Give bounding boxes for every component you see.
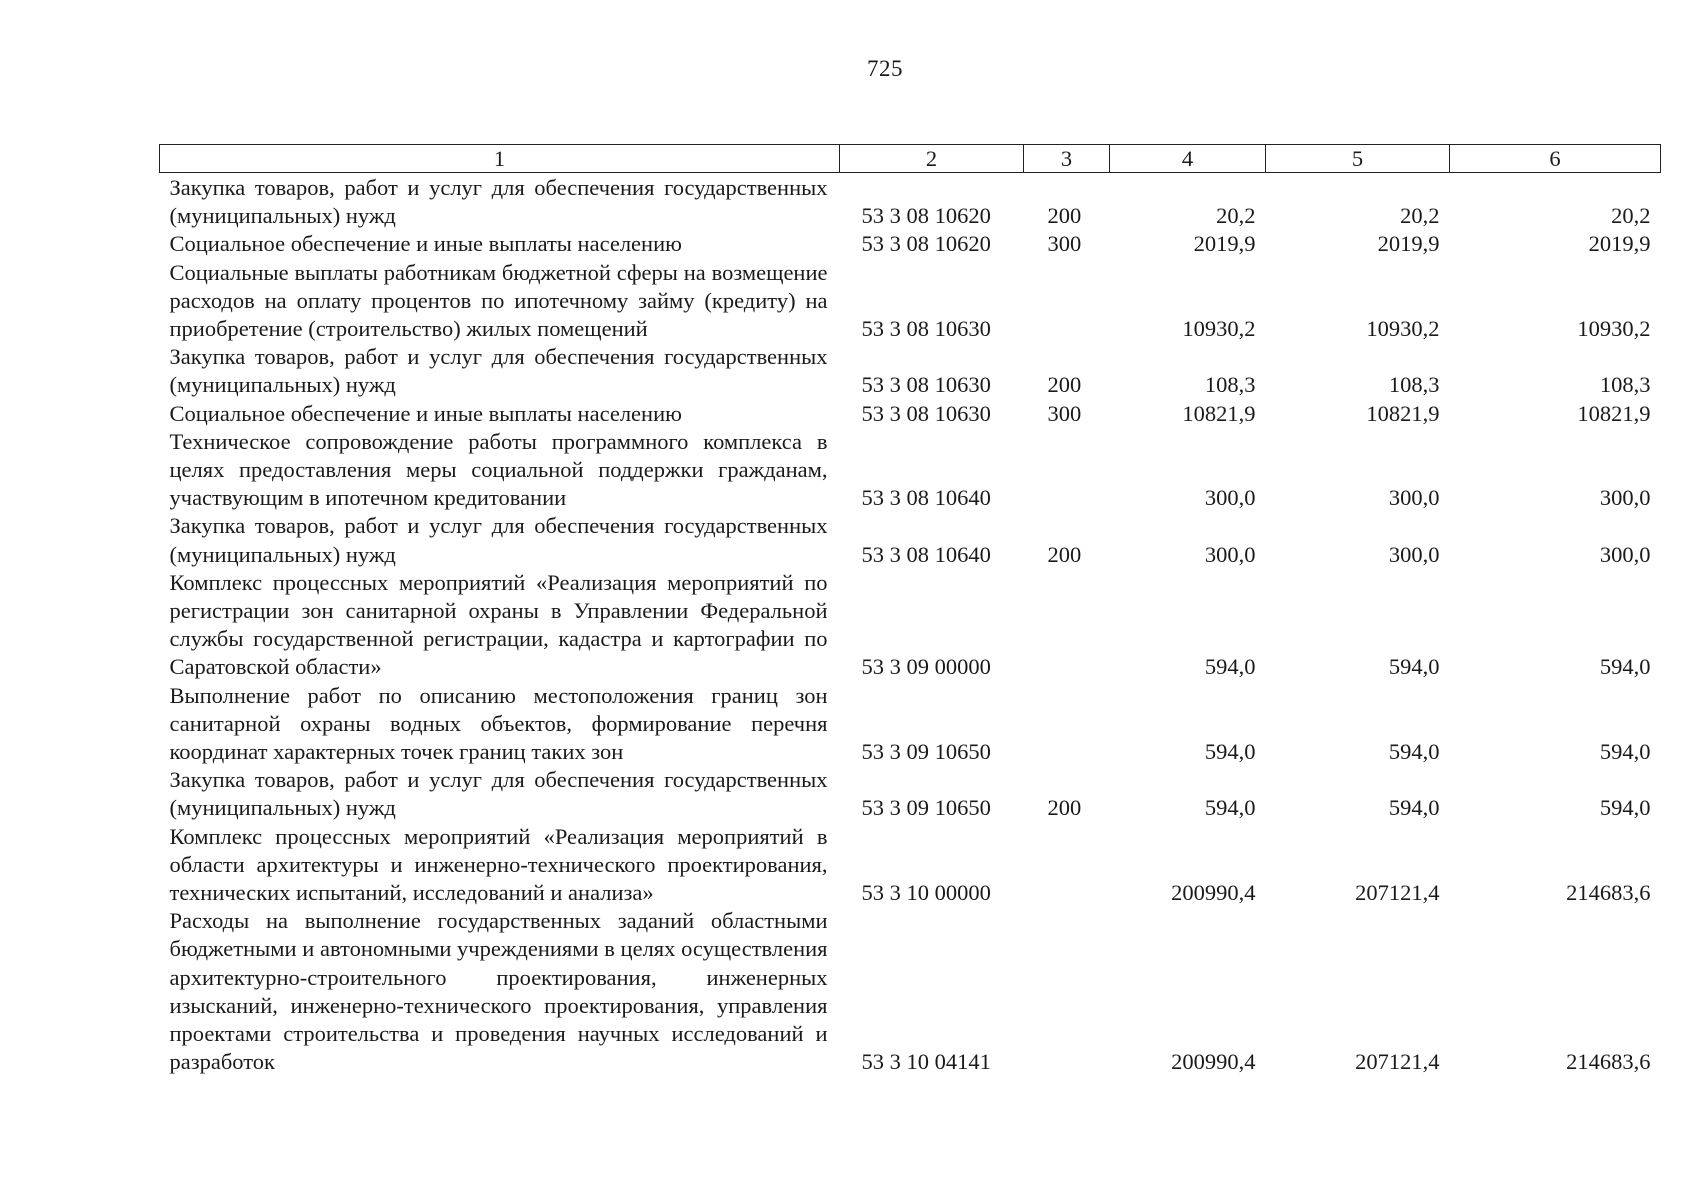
row-value-4: 300,0 (1204, 485, 1256, 511)
column-header-5: 5 (1266, 145, 1450, 173)
row-type (1024, 259, 1110, 344)
row-type (1024, 682, 1110, 767)
row-name: Расходы на выполнение государственных заданий областными бюджетными и автономными учреждениями в целях осуществления архитектурно-строительного проектирования, инженерных изысканий, инженерно-технического проектирования, управления проектами строительства и проведения научных исследований и разработок (169, 908, 828, 1075)
row-code: 53 3 08 10630 (861, 372, 991, 398)
row-name: Социальное обеспечение и иные выплаты населению (169, 400, 682, 426)
page-number: 725 (867, 56, 903, 81)
table-row (160, 907, 1661, 1076)
table-row (160, 259, 1661, 344)
row-value-5: 594,0 (1388, 739, 1440, 765)
column-header-6: 6 (1450, 145, 1661, 173)
row-name: Социальные выплаты работникам бюджетной сферы на возмещение расходов на оплату процентов по ипотечному займу (кредиту) на приобретение (строительство) жилых помещений (169, 259, 828, 342)
row-value-4: 200990,4 (1171, 1049, 1256, 1075)
row-name: Комплекс процессных мероприятий «Реализация мероприятий в области архитектуры и инженерно-технического проектирования, технических испытаний, исследований и анализа» (169, 823, 828, 906)
row-value-5: 10930,2 (1366, 316, 1440, 342)
row-value-6: 2019,9 (1588, 231, 1651, 257)
row-value-5: 300,0 (1388, 485, 1440, 511)
row-value-4: 10930,2 (1182, 316, 1256, 342)
budget-table (159, 144, 1661, 1077)
row-type: 200 (1047, 372, 1082, 398)
row-value-5: 207121,4 (1355, 1049, 1440, 1075)
row-code: 53 3 10 00000 (861, 880, 991, 906)
table-row (160, 569, 1661, 682)
row-value-5: 594,0 (1388, 795, 1440, 821)
column-header-1: 1 (160, 145, 840, 173)
row-name: Социальное обеспечение и иные выплаты населению (169, 231, 682, 257)
table-body (160, 173, 1661, 1077)
row-code: 53 3 09 10650 (861, 739, 991, 765)
row-value-5: 300,0 (1388, 541, 1440, 567)
row-type (1024, 569, 1110, 682)
row-value-4: 594,0 (1204, 795, 1256, 821)
row-value-6: 594,0 (1599, 739, 1651, 765)
row-code: 53 3 10 04141 (861, 1049, 991, 1075)
row-code: 53 3 08 10630 (861, 316, 991, 342)
table-row (160, 682, 1661, 767)
row-value-6: 108,3 (1599, 372, 1651, 398)
row-value-4: 594,0 (1204, 739, 1256, 765)
row-value-6: 10821,9 (1577, 400, 1651, 426)
row-value-6: 594,0 (1599, 654, 1651, 680)
row-name: Закупка товаров, работ и услуг для обеспечения государственных (муниципальных) нужд (169, 513, 828, 567)
row-name: Закупка товаров, работ и услуг для обеспечения государственных (муниципальных) нужд (169, 767, 828, 821)
column-header-2: 2 (840, 145, 1024, 173)
table-row (160, 173, 1661, 231)
header-row (160, 145, 1661, 173)
row-code: 53 3 08 10640 (861, 541, 991, 567)
row-value-6: 300,0 (1599, 541, 1651, 567)
row-type (1024, 428, 1110, 513)
table-row (160, 512, 1661, 568)
table-row (160, 230, 1661, 258)
row-code: 53 3 08 10630 (861, 400, 991, 426)
row-name: Комплекс процессных мероприятий «Реализация мероприятий по регистрации зон санитарной охраны в Управлении Федеральной службы государственной регистрации, кадастра и картографии по Саратовской области» (169, 569, 828, 680)
row-type: 300 (1047, 400, 1082, 426)
row-code: 53 3 09 10650 (861, 795, 991, 821)
row-value-5: 594,0 (1388, 654, 1440, 680)
row-value-4: 20,2 (1216, 203, 1256, 229)
table-row (160, 823, 1661, 908)
row-value-5: 207121,4 (1355, 880, 1440, 906)
row-type: 200 (1047, 795, 1082, 821)
row-value-6: 20,2 (1611, 203, 1651, 229)
row-value-6: 214683,6 (1566, 1049, 1651, 1075)
row-name: Закупка товаров, работ и услуг для обеспечения государственных (муниципальных) нужд (169, 175, 828, 229)
row-value-5: 2019,9 (1377, 231, 1440, 257)
row-value-6: 300,0 (1599, 485, 1651, 511)
row-name: Техническое сопровождение работы программного комплекса в целях предоставления меры социальной поддержки гражданам, участвующим в ипотечном кредитовании (169, 428, 828, 511)
row-name: Выполнение работ по описанию местоположения границ зон санитарной охраны водных объектов, формирование перечня координат характерных точек границ таких зон (169, 682, 828, 765)
row-value-4: 108,3 (1204, 372, 1256, 398)
row-name: Закупка товаров, работ и услуг для обеспечения государственных (муниципальных) нужд (169, 344, 828, 398)
table-row (160, 428, 1661, 513)
row-value-5: 108,3 (1388, 372, 1440, 398)
table-row (160, 343, 1661, 399)
row-code: 53 3 08 10640 (861, 485, 991, 511)
table-row (160, 766, 1661, 822)
row-value-4: 300,0 (1204, 541, 1256, 567)
row-type: 200 (1047, 203, 1082, 229)
row-value-6: 594,0 (1599, 795, 1651, 821)
row-value-4: 10821,9 (1182, 400, 1256, 426)
row-value-6: 10930,2 (1577, 316, 1651, 342)
row-type (1024, 823, 1110, 908)
row-type: 200 (1047, 541, 1082, 567)
column-header-3: 3 (1024, 145, 1110, 173)
row-type (1024, 907, 1110, 1076)
column-header-4: 4 (1110, 145, 1266, 173)
row-code: 53 3 09 00000 (861, 654, 991, 680)
row-value-6: 214683,6 (1566, 880, 1651, 906)
row-value-5: 10821,9 (1366, 400, 1440, 426)
row-value-4: 200990,4 (1171, 880, 1256, 906)
row-value-4: 2019,9 (1193, 231, 1256, 257)
table-header (160, 145, 1661, 173)
row-value-4: 594,0 (1204, 654, 1256, 680)
row-code: 53 3 08 10620 (861, 231, 991, 257)
row-type: 300 (1047, 231, 1082, 257)
table-row (160, 400, 1661, 428)
row-value-5: 20,2 (1400, 203, 1440, 229)
row-code: 53 3 08 10620 (861, 203, 991, 229)
